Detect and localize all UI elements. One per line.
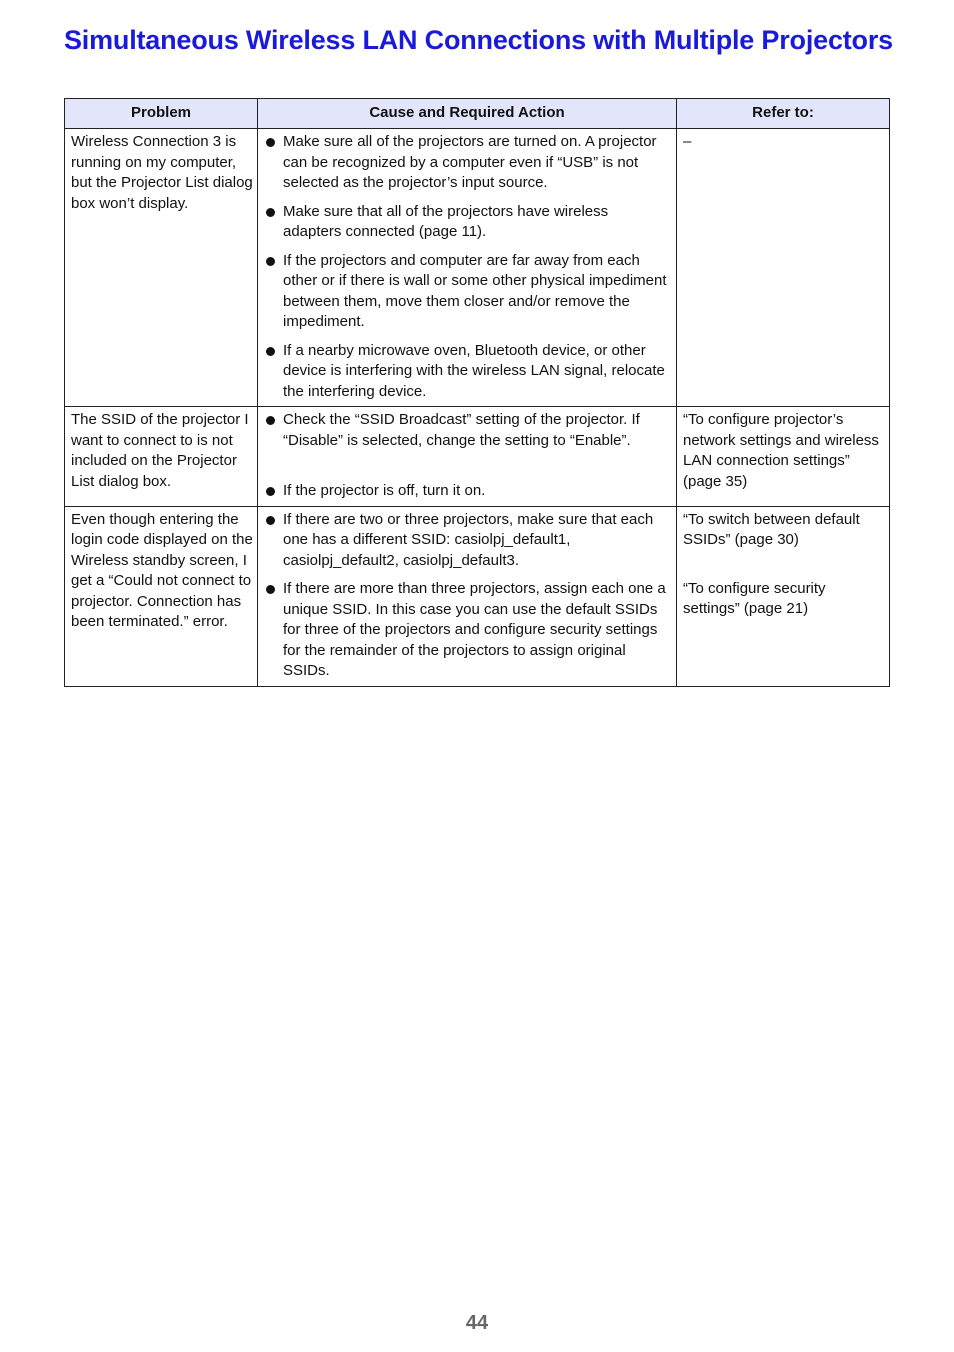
list-item [264,410,670,451]
problem-cell: Wireless Connection 3 is running on my computer, but the Projector List dialog box won’t display. [65,129,258,407]
bullet-icon [266,416,275,425]
reference-link[interactable]: “To configure security settings” (page 21) [683,579,826,617]
reference-link[interactable]: “To switch between default SSIDs” (page 30) [683,510,860,548]
table-row [65,506,890,686]
header-problem: Problem [65,99,258,129]
action-cell [258,407,677,507]
bullet-icon [266,585,275,594]
list-item [264,251,670,333]
list-item [264,132,670,194]
problem-cell: The SSID of the projector I want to connect to is not included on the Projector List dialog box. [65,407,258,507]
refer-cell [677,129,890,407]
refer-cell [677,407,890,507]
action-text: If the projectors and computer are far away from each other or if there is wall or some other physical impediment between them, move them closer and/or remove the impediment. [283,251,667,330]
list-item [264,579,670,682]
list-item [264,510,670,572]
refer-cell [677,506,890,686]
bullet-icon [266,487,275,496]
action-text: If there are two or three projectors, make sure that each one has a different SSID: casiolpj_default1, casiolpj_default2, casiolpj_default3. [283,510,654,569]
list-item [264,481,670,502]
bullet-icon [266,208,275,217]
bullet-icon [266,138,275,147]
page-title: Simultaneous Wireless LAN Connections with Multiple Projectors [64,25,893,55]
table-header-row [65,99,890,129]
list-item [264,202,670,243]
action-text: If the projector is off, turn it on. [283,482,486,499]
reference-link[interactable]: “To configure projector’s network settings and wireless LAN connection settings” (page 35) [683,411,879,490]
bullet-icon [266,516,275,525]
action-cell [258,506,677,686]
bullet-icon [266,347,275,356]
troubleshooting-table [64,98,890,687]
action-text: If a nearby microwave oven, Bluetooth device, or other device is interfering with the wireless LAN signal, relocate the interfering device. [283,341,665,400]
action-text: If there are more than three projectors, assign each one a unique SSID. In this case you can use the default SSIDs for three of the projectors and configure security settings for the remainder of the projectors to assign original SSIDs. [283,580,666,679]
list-item [264,341,670,403]
table-row [65,407,890,507]
problem-cell: Even though entering the login code displayed on the Wireless standby screen, I get a “Could not connect to projector. Connection has been terminated.” error. [65,506,258,686]
action-text: Make sure that all of the projectors have wireless adapters connected (page 11). [283,202,609,240]
header-cause-action: Cause and Required Action [258,99,677,129]
page-number: 44 [465,1312,489,1334]
action-cell [258,129,677,407]
reference-text: – [683,133,692,150]
action-list [264,410,670,502]
bullet-icon [266,257,275,266]
action-text: Check the “SSID Broadcast” setting of the projector. If “Disable” is selected, change the setting to “Enable”. [283,411,640,449]
action-text: Make sure all of the projectors are turned on. A projector can be recognized by a computer even if “USB” is not selected as the projector’s input source. [283,133,657,191]
action-list [264,132,670,402]
action-list [264,510,670,682]
header-refer-to: Refer to: [677,99,890,129]
table-row [65,129,890,407]
